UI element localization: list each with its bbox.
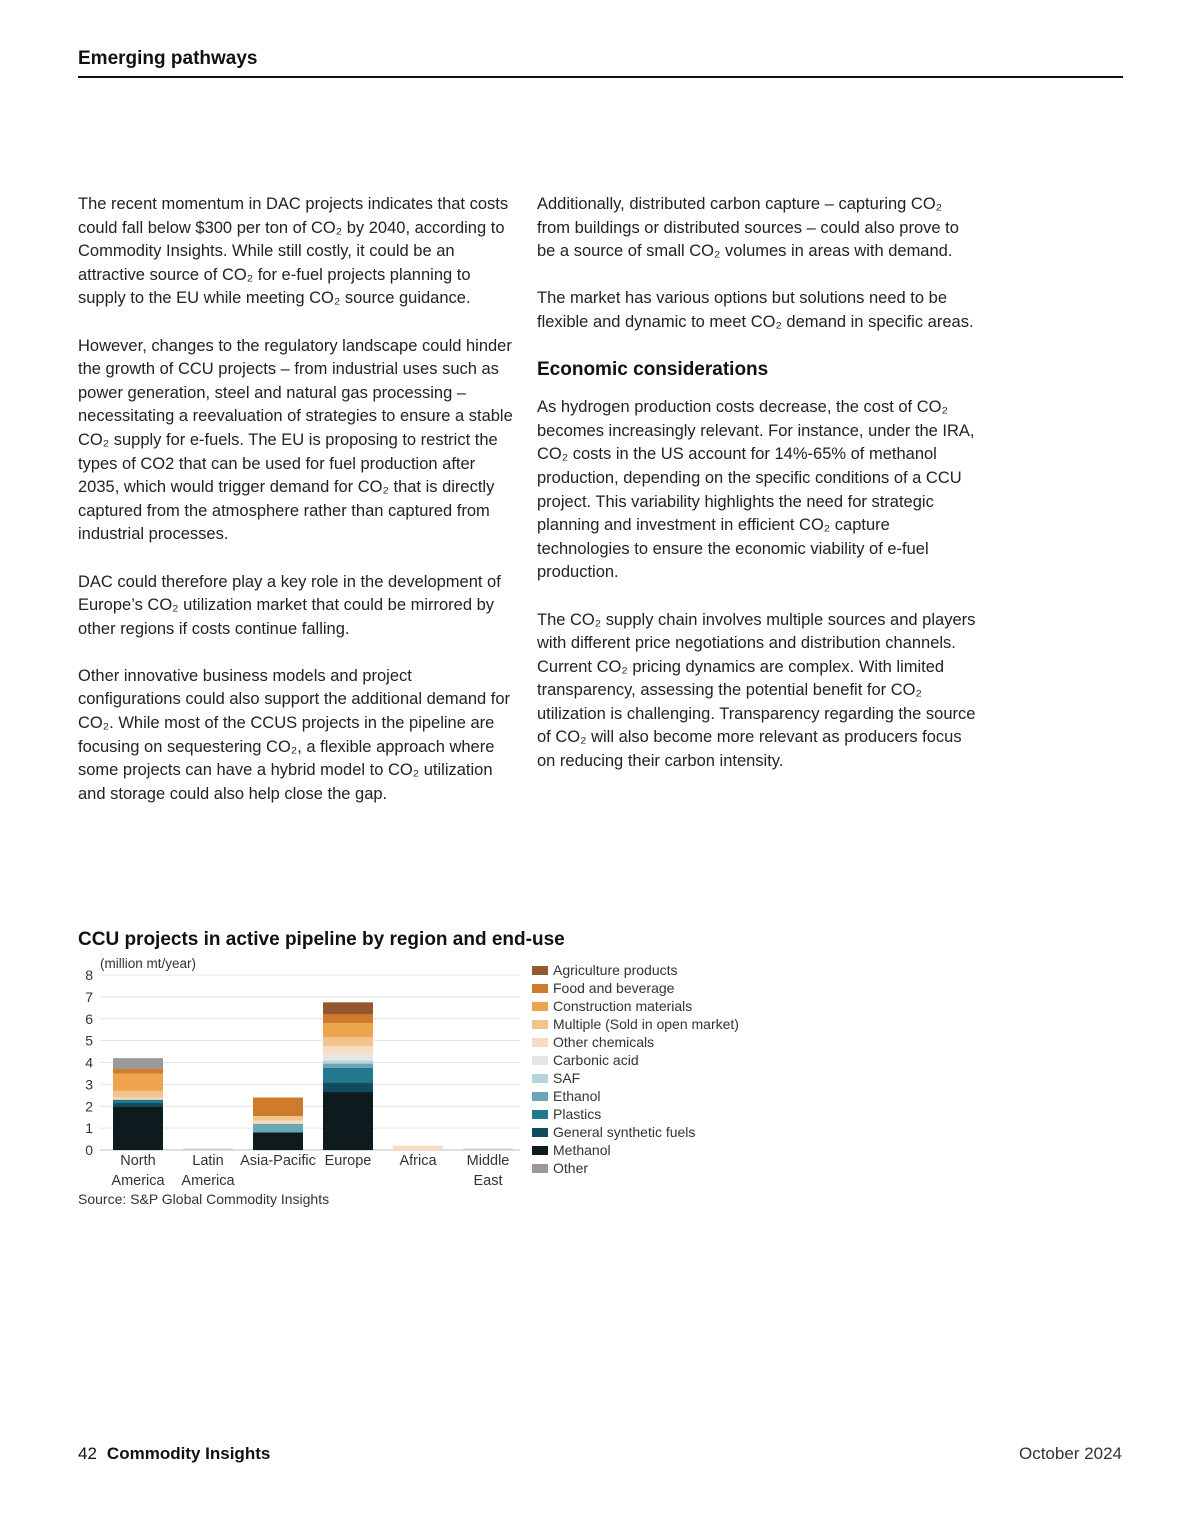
x-tick-label: Middle — [466, 1153, 510, 1169]
body-paragraph: The recent momentum in DAC projects indicates that costs could fall below $300 per ton of CO₂ by 2040, according to Commodity Insights. While still costly, it could be an attractive source of CO₂ for e-fuel projects planning to supply to the EU while meeting CO₂ source guidance. — [78, 195, 509, 308]
bar-segment — [323, 1060, 373, 1063]
legend-label: Food and beverage — [553, 980, 675, 996]
x-tick-label: Latin — [192, 1153, 224, 1169]
legend-item — [532, 1141, 739, 1159]
legend-swatch — [532, 1146, 548, 1155]
legend-swatch — [532, 1002, 548, 1011]
legend-swatch — [532, 1110, 548, 1119]
legend-swatch — [532, 1020, 548, 1029]
bar-segment — [113, 1069, 163, 1073]
legend-item — [532, 1033, 739, 1051]
legend-swatch — [532, 1038, 548, 1047]
publisher-brand: Commodity Insights — [106, 1444, 271, 1463]
page-number: 42 — [78, 1444, 97, 1463]
bar-baseline — [183, 1149, 233, 1151]
legend-item — [532, 1015, 739, 1033]
legend-label: Ethanol — [553, 1088, 601, 1104]
body-paragraph: Additionally, distributed carbon capture – capturing CO₂ from buildings or distributed sources – could also prove to be a source of small CO₂ volumes in areas with demand. — [537, 195, 959, 261]
legend-item — [532, 1069, 739, 1087]
x-tick-label: Africa — [399, 1153, 437, 1169]
x-tick-label: North — [120, 1153, 156, 1169]
bar-segment — [113, 1106, 163, 1150]
y-tick-label: 5 — [85, 1032, 93, 1049]
x-tick-label: America — [181, 1173, 235, 1189]
legend-label: Other chemicals — [553, 1034, 655, 1050]
body-paragraph: Other innovative business models and project configurations could also support the additional demand for CO₂. While most of the CCUS projects in the pipeline are focusing on sequestering CO₂, a flexible approach where some projects can have a hybrid model to CO₂ utilization and storage could also help close the gap. — [78, 666, 511, 803]
y-tick-label: 1 — [85, 1120, 93, 1137]
bar-segment — [113, 1073, 163, 1091]
legend-label: SAF — [553, 1070, 581, 1086]
page-footer — [78, 1444, 270, 1464]
legend-swatch — [532, 1056, 548, 1065]
bar-segment — [253, 1098, 303, 1117]
y-tick-label: 3 — [85, 1076, 93, 1093]
bar-segment — [113, 1103, 163, 1106]
legend-item — [532, 1105, 739, 1123]
publication-date: October 2024 — [1018, 1444, 1122, 1463]
x-tick-label: Asia-Pacific — [240, 1153, 316, 1169]
legend-item — [532, 1051, 739, 1069]
bar-segment — [323, 1037, 373, 1046]
section-heading: Economic considerations — [537, 359, 769, 381]
bar-segment — [323, 1023, 373, 1037]
body-paragraph: DAC could therefore play a key role in the development of Europe’s CO₂ utilization market that could be mirrored by other regions if costs continue falling. — [78, 572, 501, 638]
legend-label: Methanol — [553, 1142, 611, 1158]
y-tick-label: 2 — [85, 1098, 93, 1115]
bar-segment — [393, 1146, 443, 1150]
legend-label: Carbonic acid — [553, 1052, 639, 1068]
bar-segment — [113, 1091, 163, 1098]
stacked-bar-chart — [70, 950, 530, 1190]
section-title: Emerging pathways — [78, 48, 258, 69]
y-tick-label: 6 — [85, 1010, 93, 1027]
bar-segment — [323, 1068, 373, 1082]
legend-label: Other — [553, 1160, 589, 1176]
body-paragraph: The CO₂ supply chain involves multiple sources and players with different price negotiations and distribution channels. Current CO₂ pricing dynamics are complex. With limited transparency, assessing the potential benefit for CO₂ utilization is challenging. Transparency regarding the source of CO₂ will also become more relevant as producers focus on reducing their carbon intensity. — [537, 610, 976, 771]
y-axis-label: (million mt/year) — [100, 956, 197, 971]
y-tick-label: 4 — [85, 1054, 93, 1071]
bar-segment — [323, 1064, 373, 1068]
chart-legend — [532, 961, 739, 1177]
legend-item — [532, 1159, 739, 1177]
body-paragraph: As hydrogen production costs decrease, the cost of CO₂ becomes increasingly relevant. For instance, under the IRA, CO₂ costs in the US account for 14%-65% of methanol production, depending on the specific conditions of a CCU project. This variability highlights the need for strategic planning and investment in efficient CO₂ capture technologies to ensure the economic viability of e-fuel production. — [537, 398, 975, 582]
bar-segment — [323, 1054, 373, 1061]
legend-swatch — [532, 1128, 548, 1137]
legend-item — [532, 1123, 739, 1141]
legend-item — [532, 997, 739, 1015]
bar-baseline — [463, 1149, 513, 1151]
header-divider — [78, 76, 1123, 78]
body-paragraph: The market has various options but solutions need to be flexible and dynamic to meet CO₂ demand in specific areas. — [537, 289, 974, 331]
x-tick-label: East — [473, 1173, 503, 1189]
chart-source: Source: S&P Global Commodity Insights — [78, 1191, 330, 1207]
bar-segment — [323, 1092, 373, 1150]
x-tick-label: Europe — [324, 1153, 372, 1169]
legend-label: Plastics — [553, 1106, 602, 1122]
legend-item — [532, 961, 739, 979]
y-tick-label: 7 — [85, 988, 93, 1005]
y-tick-label: 0 — [85, 1142, 93, 1158]
legend-label: Multiple (Sold in open market) — [553, 1016, 739, 1032]
bar-segment — [323, 1082, 373, 1092]
right-text-column — [537, 193, 977, 797]
y-tick-label: 8 — [85, 967, 93, 983]
bar-segment — [323, 1002, 373, 1014]
bar-segment — [323, 1014, 373, 1023]
legend-swatch — [532, 1164, 548, 1173]
bar-segment — [113, 1100, 163, 1103]
bar-segment — [113, 1058, 163, 1069]
bar-segment — [253, 1133, 303, 1151]
bar-segment — [113, 1098, 163, 1100]
legend-swatch — [532, 1092, 548, 1101]
legend-label: Agriculture products — [553, 962, 678, 978]
legend-swatch — [532, 1074, 548, 1083]
legend-label: General synthetic fuels — [553, 1124, 696, 1140]
legend-item — [532, 979, 739, 997]
legend-label: Construction materials — [553, 998, 693, 1014]
legend-item — [532, 1087, 739, 1105]
legend-swatch — [532, 966, 548, 975]
bar-segment — [253, 1124, 303, 1133]
x-tick-label: America — [111, 1173, 165, 1189]
bar-segment — [323, 1046, 373, 1054]
bar-segment — [253, 1120, 303, 1123]
left-text-column — [78, 193, 518, 830]
bar-segment — [253, 1116, 303, 1120]
legend-swatch — [532, 984, 548, 993]
body-paragraph: However, changes to the regulatory landscape could hinder the growth of CCU projects – from industrial uses such as power generation, steel and natural gas processing – necessitating a reevaluation of strategies to ensure a stable CO₂ supply for e-fuels. The EU is proposing to restrict the types of CO2 that can be used for fuel production after 2035, which would trigger demand for CO₂ that is directly captured from the atmosphere rather than captured from industrial processes. — [78, 336, 513, 544]
chart-title: CCU projects in active pipeline by region and end-use — [78, 929, 565, 950]
